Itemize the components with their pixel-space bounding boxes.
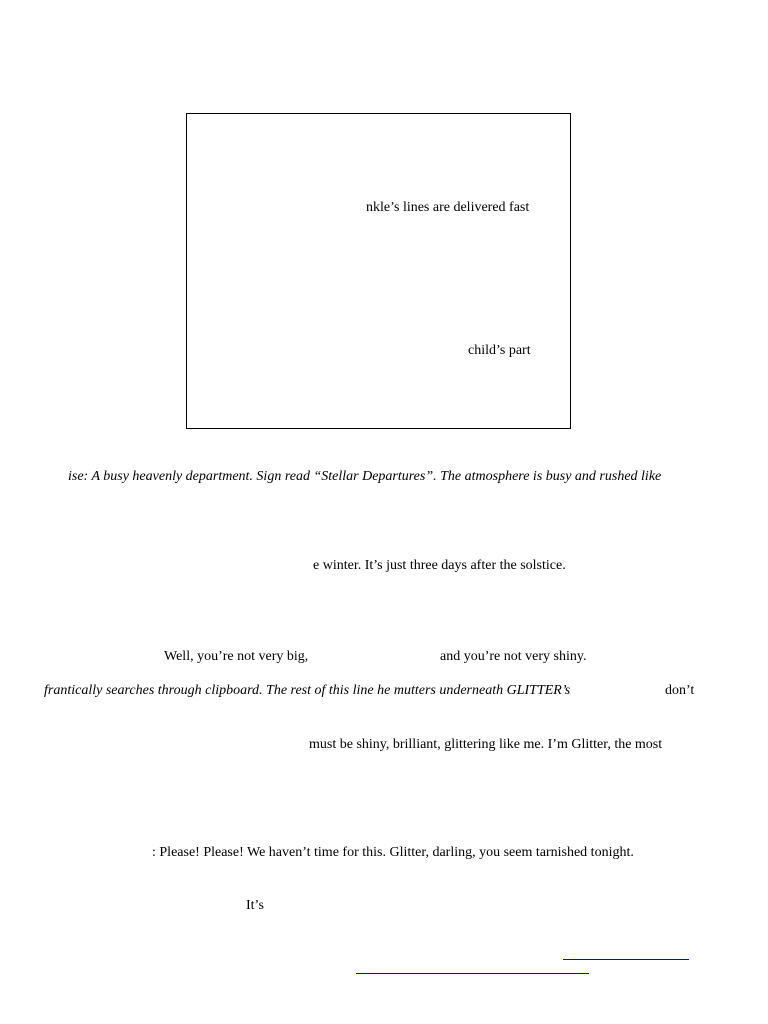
please-line: : Please! Please! We haven’t time for this. Glitter, darling, you seem tarnished tonight. [152, 845, 634, 860]
hyperlink-underline-1[interactable] [563, 959, 689, 960]
setting-direction: ise: A busy heavenly department. Sign read “Stellar Departures”. The atmosphere is busy and rushed like [68, 469, 662, 484]
dialogue-fragment-dont: don’t [665, 683, 695, 698]
dialogue-line-part-2: and you’re not very shiny. [440, 649, 587, 664]
text-box-line-1: nkle’s lines are delivered fast [366, 200, 530, 215]
its-fragment: It’s [246, 898, 264, 913]
glitter-line: must be shiny, brilliant, glittering like me. I’m Glitter, the most [309, 737, 663, 752]
dialogue-line-part-1: Well, you’re not very big, [164, 649, 309, 664]
season-line: e winter. It’s just three days after the solstice. [313, 558, 566, 573]
hyperlink-underline-2[interactable] [356, 973, 589, 974]
text-box-frame [186, 113, 571, 429]
text-box-line-2: child’s part [468, 343, 531, 358]
stage-direction: frantically searches through clipboard. The rest of this line he mutters underneath GLITTER’s [44, 683, 571, 698]
